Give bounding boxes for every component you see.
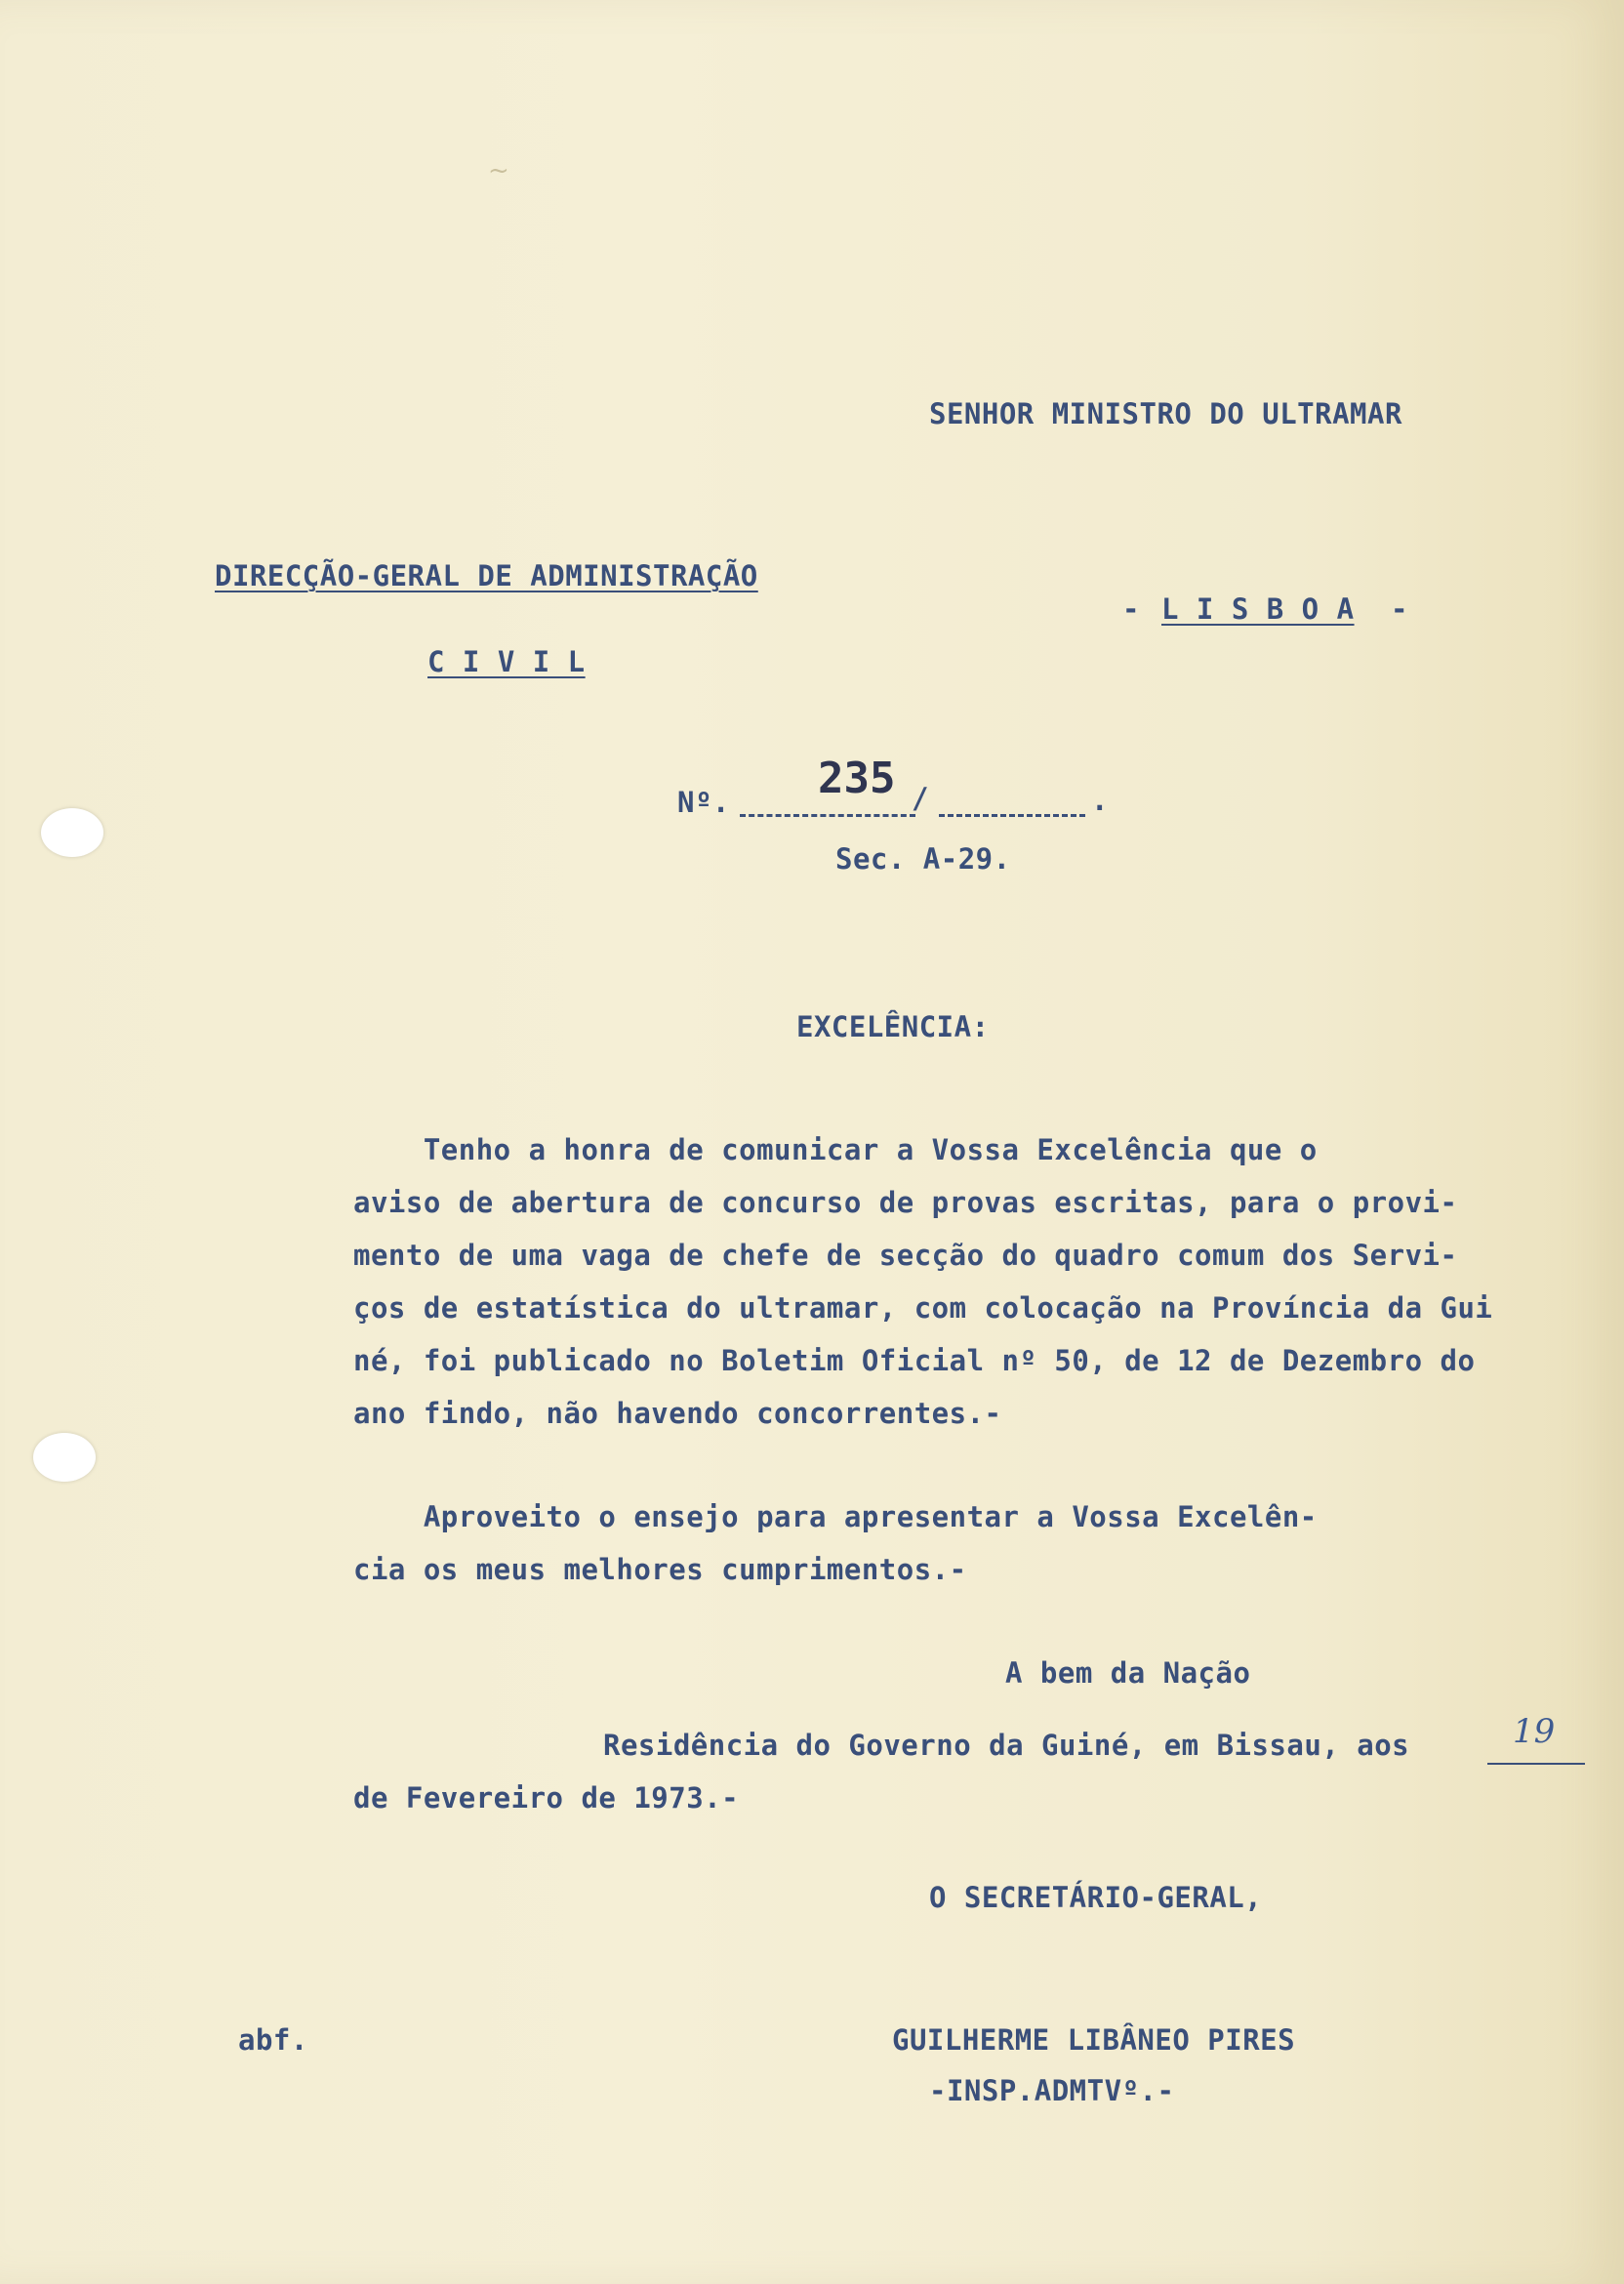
body-line-2: aviso de abertura de concurso de provas escritas, para o provi- [353, 1186, 1458, 1219]
number-label: Nº. [677, 786, 730, 819]
number-blank-1 [740, 814, 915, 817]
body-line-5: né, foi publicado no Boletim Oficial nº 50, de 12 de Dezembro do [353, 1344, 1476, 1377]
number-separator: / [912, 782, 929, 815]
body-line-8: cia os meus melhores cumprimentos.- [353, 1553, 967, 1586]
handwritten-day: 19 [1513, 1712, 1556, 1751]
body-line-3: mento de uma vaga de chefe de secção do quadro comum dos Servi- [353, 1239, 1458, 1272]
body-line-6: ano findo, não havendo concorrentes.- [353, 1397, 1002, 1430]
number-terminator: . [1091, 784, 1109, 817]
initials: abf. [238, 2023, 308, 2057]
city-name: L I S B O A [1161, 592, 1355, 626]
date-line: de Fevereiro de 1973.- [353, 1781, 740, 1815]
city-suffix: - [1391, 592, 1408, 626]
department-line-2: C I V I L [427, 645, 586, 678]
signatory-rank: -INSP.ADMTVº.- [929, 2074, 1175, 2107]
body-line-1: Tenho a honra de comunicar a Vossa Excelência que o [353, 1133, 1318, 1166]
day-underline [1487, 1763, 1585, 1765]
department-line-1: DIRECÇÃO-GERAL DE ADMINISTRAÇÃO [215, 559, 758, 592]
recipient-line: SENHOR MINISTRO DO ULTRAMAR [929, 397, 1402, 430]
place-line: Residência do Governo da Guiné, em Bissau, aos [603, 1729, 1410, 1762]
body-line-7: Aproveito o ensejo para apresentar a Vossa Excelên- [353, 1500, 1318, 1533]
body-line-4: ços de estatística do ultramar, com colocação na Província da Gui [353, 1291, 1493, 1325]
punch-hole-bottom [33, 1433, 96, 1482]
signatory-name: GUILHERME LIBÂNEO PIRES [892, 2023, 1296, 2057]
reference-number: 235 [818, 754, 896, 803]
punch-hole-top [41, 808, 103, 857]
signatory-title: O SECRETÁRIO-GERAL, [929, 1881, 1263, 1914]
faint-mark: ~ [488, 156, 509, 185]
section-reference: Sec. A-29. [835, 842, 1011, 876]
city-prefix: - [1122, 592, 1140, 626]
number-blank-2 [939, 814, 1085, 817]
closing-motto: A bem da Nação [1005, 1656, 1251, 1690]
salutation: EXCELÊNCIA: [796, 1010, 990, 1043]
